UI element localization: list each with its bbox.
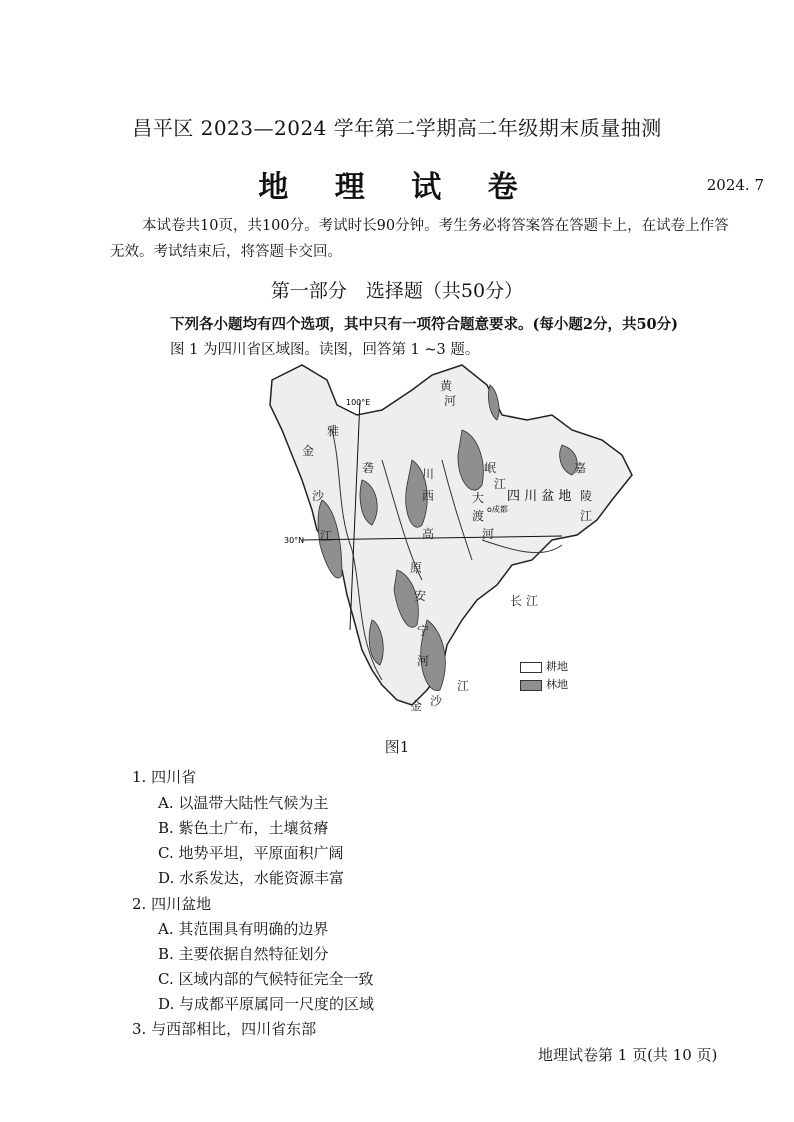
map-intro-text: 图 1 为四川省区域图。读图，回答第 1 ~3 题。 (170, 342, 480, 358)
place-label: 大 (472, 491, 485, 505)
place-label: 河 (417, 654, 430, 668)
lon-label: 100°E (346, 398, 371, 407)
question-stem: 2. 四川盆地 (132, 895, 212, 913)
place-label: 嘉 (574, 461, 587, 475)
place-label: 西 (422, 489, 435, 503)
question-option: A. 其范围具有明确的边界 (158, 920, 329, 938)
exam-date: 2024. 7 (706, 176, 764, 194)
lat-label: 30°N (284, 536, 305, 545)
legend-swatch-forest (520, 680, 542, 691)
place-label: 黄 (440, 379, 453, 393)
place-label: 河 (482, 527, 495, 541)
question-option: D. 与成都平原属同一尺度的区域 (158, 995, 375, 1013)
place-label: 雅 (327, 424, 340, 438)
place-label: 高 (422, 527, 435, 541)
choice-instruction: 下列各小题均有四个选项，其中只有一项符合题意要求。(每小题2分，共50分) (170, 316, 678, 333)
place-label: 沙 (430, 694, 443, 708)
place-label: 原 (410, 561, 423, 575)
place-label: 江 (457, 679, 470, 693)
question-option: B. 主要依据自然特征划分 (158, 945, 329, 963)
part-one-heading: 第一部分 选择题（共50分） (270, 280, 524, 302)
place-label: 川 (422, 467, 435, 481)
place-label: 河 (444, 394, 457, 408)
basin-label: 四 川 盆 地 (507, 489, 572, 504)
question-stem: 3. 与西部相比，四川省东部 (132, 1020, 317, 1038)
legend-forest-label: 林地 (546, 678, 568, 691)
place-label: 砻 (362, 461, 375, 475)
question-stem: 1. 四川省 (132, 768, 197, 786)
place-label: 江 (526, 594, 539, 608)
chengdu-label: o成都 (487, 505, 508, 514)
legend-farmland-label: 耕地 (546, 660, 568, 673)
place-label: 安 (414, 589, 427, 603)
place-label: 宁 (417, 624, 430, 638)
legend-swatch-farmland (520, 662, 542, 673)
sichuan-map-figure (262, 360, 642, 720)
place-label: 长 (510, 594, 523, 608)
place-label: 金 (302, 444, 315, 458)
legend-farmland (520, 658, 568, 674)
legend-forest (520, 676, 568, 692)
question-option: D. 水系发达，水能资源丰富 (158, 869, 345, 887)
question-option: C. 区域内部的气候特征完全一致 (158, 970, 374, 988)
exam-header-title: 昌平区 2023—2024 学年第二学期高二年级期末质量抽测 (132, 116, 662, 140)
place-label: 江 (320, 529, 333, 543)
page-footer: 地理试卷第 1 页(共 10 页) (538, 1046, 718, 1064)
figure-caption: 图1 (384, 738, 410, 756)
subject-title: 地 理 试 卷 (258, 170, 536, 205)
place-label: 江 (494, 477, 507, 491)
place-label: 沙 (312, 489, 325, 503)
sichuan-map-svg (262, 360, 642, 720)
question-option: A. 以温带大陆性气候为主 (158, 794, 329, 812)
place-label: 渡 (472, 509, 485, 523)
question-option: B. 紫色土广布，土壤贫瘠 (158, 819, 329, 837)
place-label: 陵 (580, 489, 593, 503)
place-label: 岷 (484, 461, 497, 475)
place-label: 江 (580, 509, 593, 523)
exam-instructions: 本试卷共10页，共100分。考试时长90分钟。考生务必将答案答在答题卡上，在试卷上作答无效。考试结束后，将答题卡交回。 (110, 218, 729, 260)
place-label: 金 (410, 699, 423, 713)
question-option: C. 地势平坦，平原面积广阔 (158, 844, 344, 862)
